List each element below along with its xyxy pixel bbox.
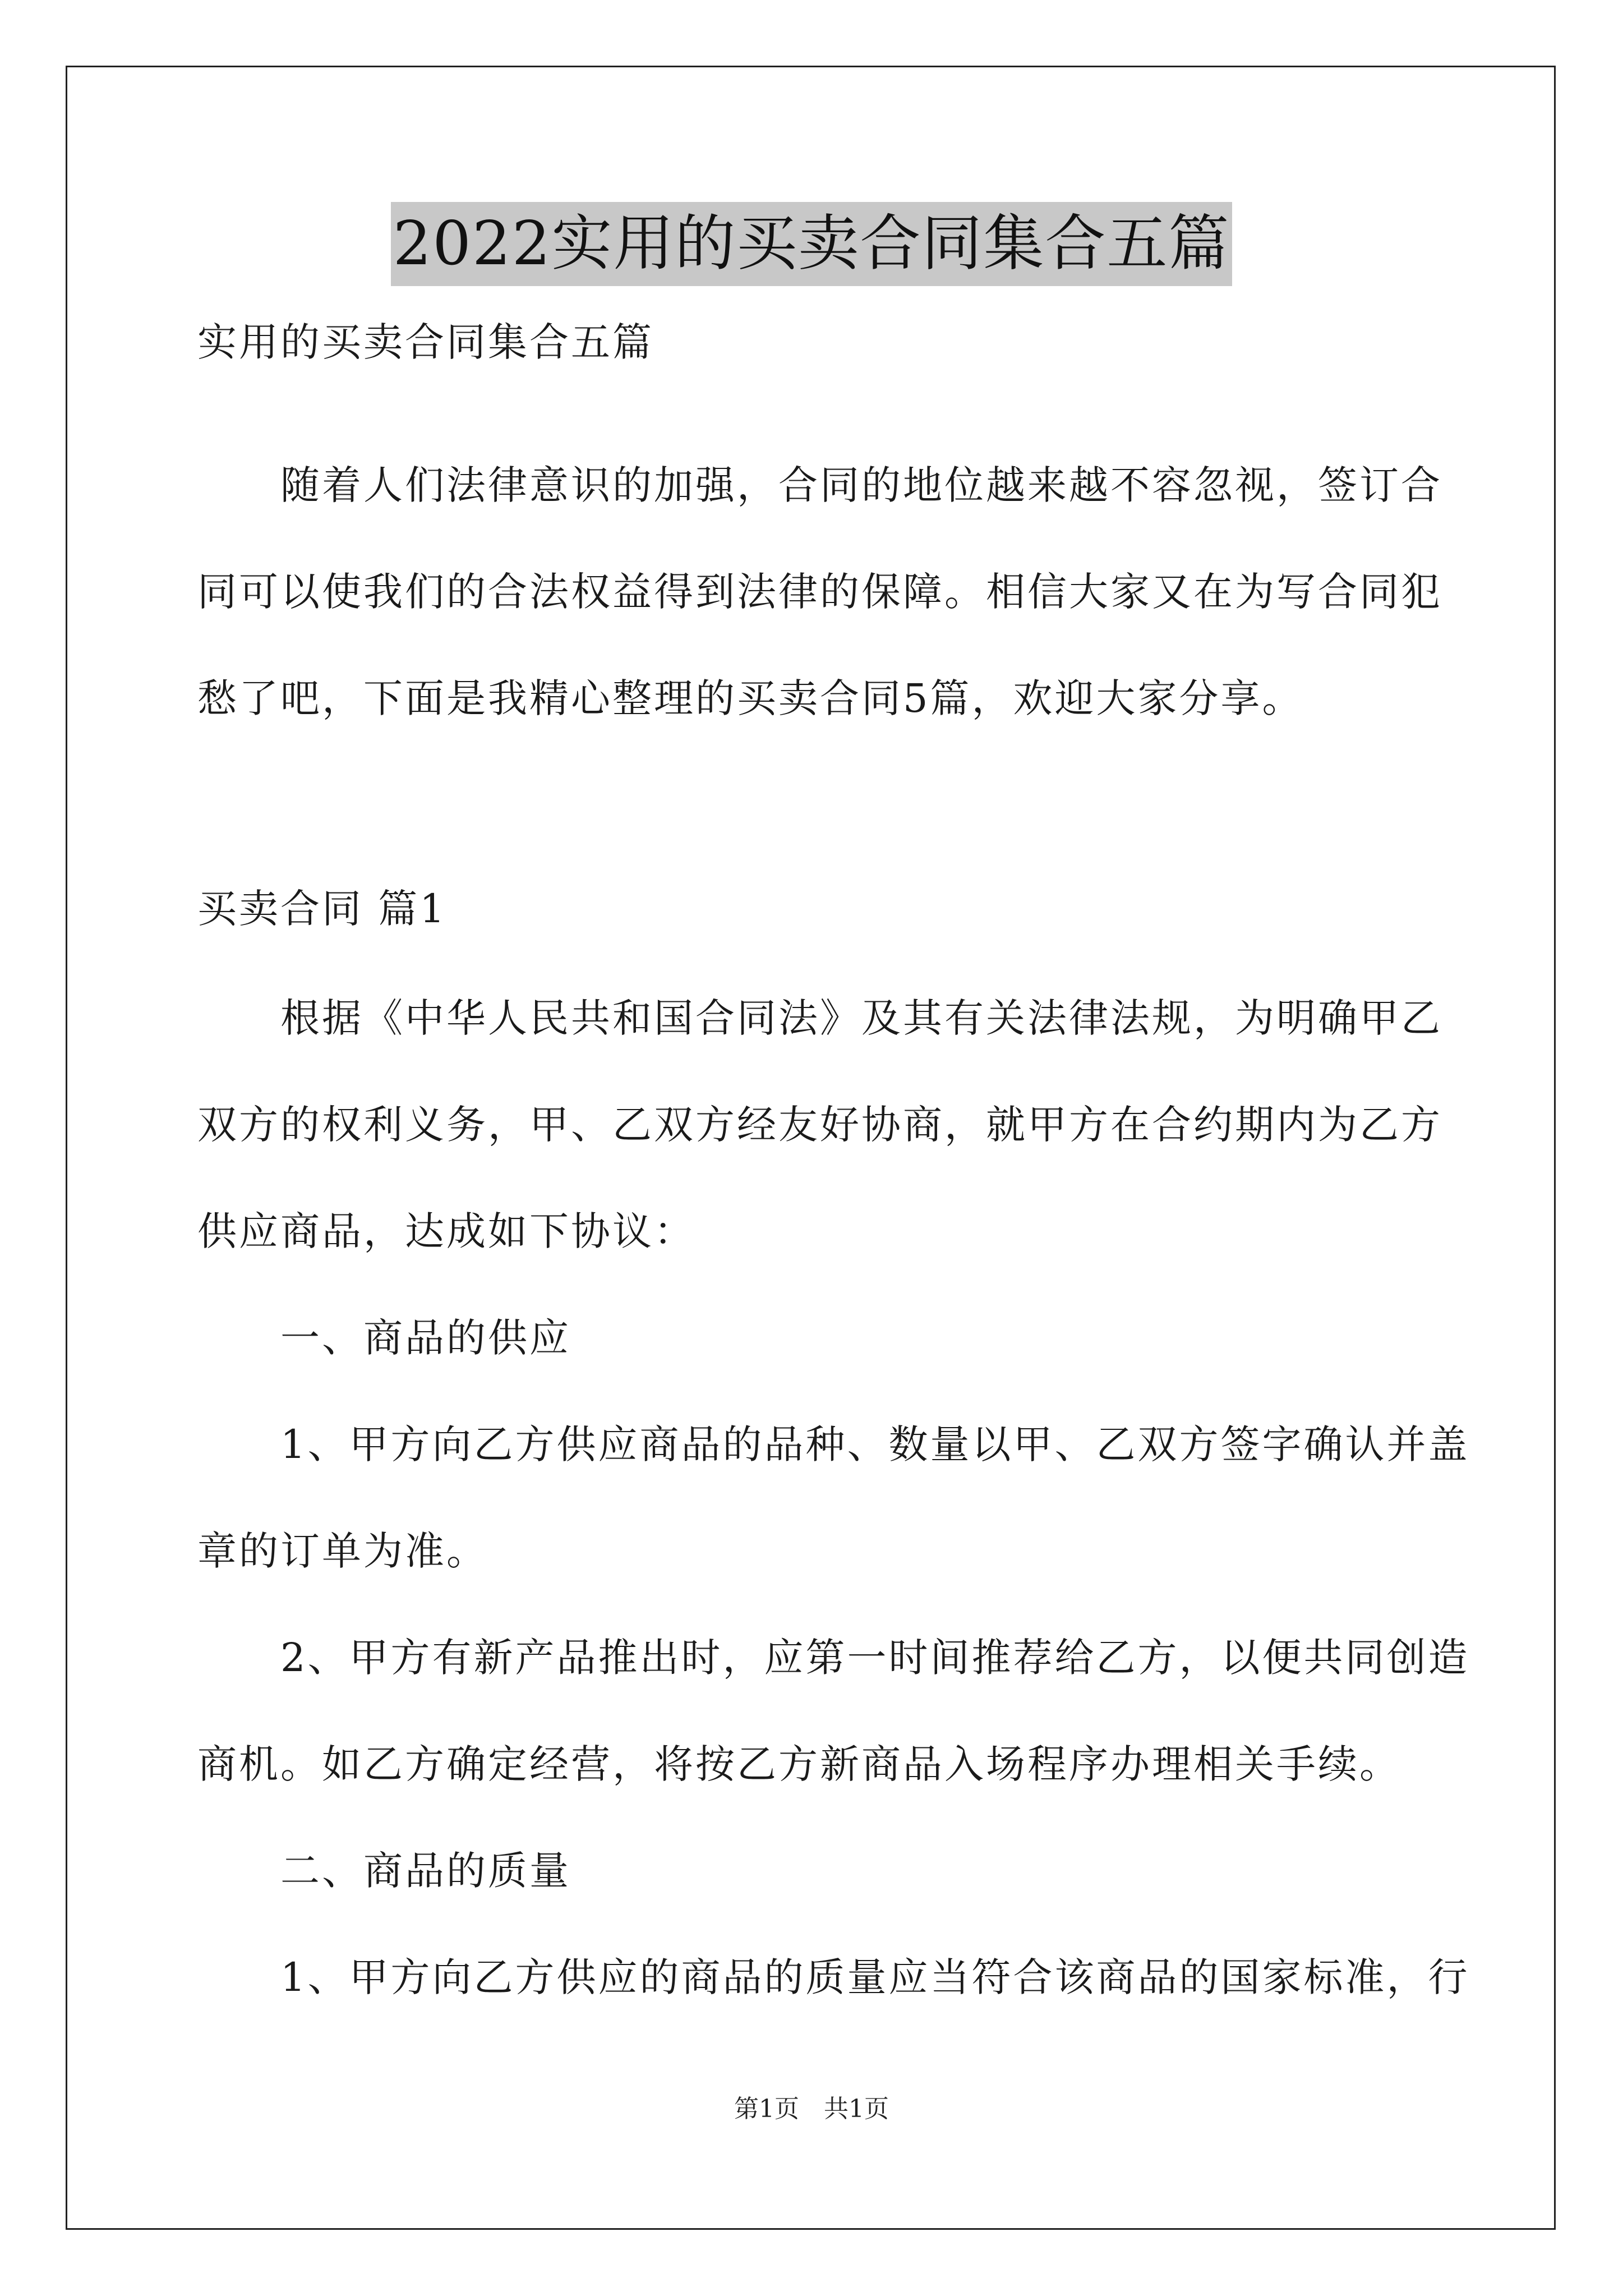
page-footer: 第1页 共1页 [734, 2095, 889, 2123]
clause-line-5: 1、甲方向乙方供应的商品的质量应当符合该商品的国家标准，行 [280, 1954, 1470, 2000]
clause-heading-1: 一、商品的供应 [280, 1315, 571, 1361]
clause-line-2: 章的订单为准。 [197, 1528, 488, 1574]
intro-line-1: 随着人们法律意识的加强，合同的地位越来越不容忽视，签订合 [280, 462, 1442, 508]
body-line-3: 供应商品，达成如下协议： [197, 1208, 695, 1254]
intro-line-2: 同可以使我们的合法权益得到法律的保障。相信大家又在为写合同犯 [197, 569, 1442, 615]
document-title: 2022实用的买卖合同集合五篇 [391, 202, 1233, 286]
clause-line-3: 2、甲方有新产品推出时，应第一时间推荐给乙方，以便共同创造 [280, 1635, 1470, 1681]
clause-line-4: 商机。如乙方确定经营，将按乙方新商品入场程序办理相关手续。 [197, 1741, 1401, 1787]
body-line-1: 根据《中华人民共和国合同法》及其有关法律法规，为明确甲乙 [280, 995, 1442, 1041]
clause-line-1: 1、甲方向乙方供应商品的品种、数量以甲、乙双方签字确认并盖 [280, 1421, 1470, 1467]
section-heading: 买卖合同 篇1 [197, 886, 447, 932]
subtitle-line: 实用的买卖合同集合五篇 [197, 319, 654, 365]
body-line-2: 双方的权利义务，甲、乙双方经友好协商，就甲方在合约期内为乙方 [197, 1102, 1442, 1148]
document-title-wrap [0, 202, 1623, 286]
clause-heading-2: 二、商品的质量 [280, 1848, 571, 1894]
intro-line-3: 愁了吧，下面是我精心整理的买卖合同5篇，欢迎大家分享。 [197, 675, 1304, 721]
